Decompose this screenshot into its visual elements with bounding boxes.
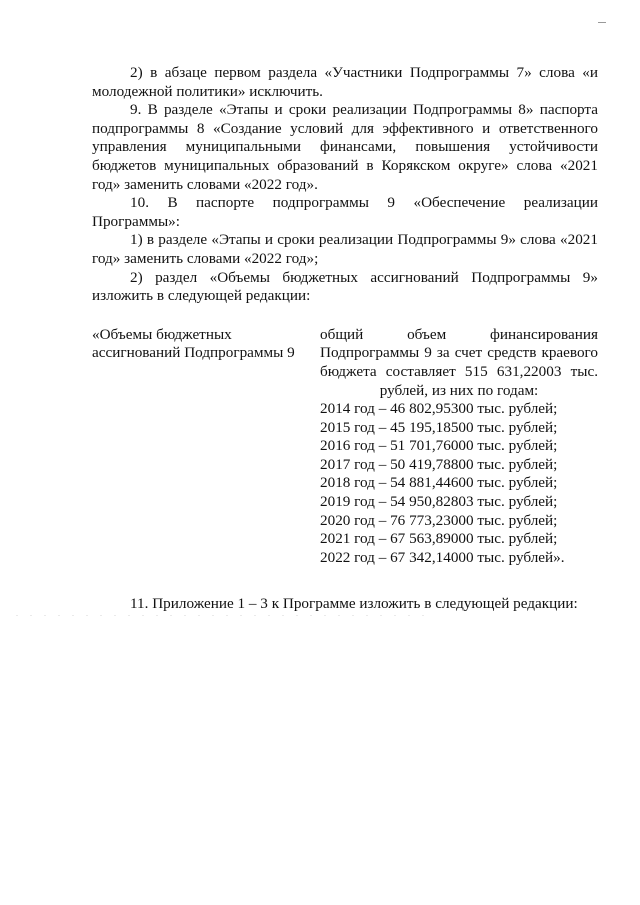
- year-financing-item: 2015 год – 45 195,18500 тыс. рублей;: [320, 418, 558, 436]
- year-financing-item: 2018 год – 54 881,44600 тыс. рублей;: [320, 474, 558, 492]
- year-financing-item: 2019 год – 54 950,82803 тыс. рублей;: [320, 493, 558, 511]
- year-financing-item: 2021 год – 67 563,89000 тыс. рублей;: [320, 530, 558, 548]
- scan-artifact-line: [10, 615, 430, 616]
- year-financing-item: 2020 год – 76 773,23000 тыс. рублей;: [320, 511, 558, 529]
- year-financing-item: 2014 год – 46 802,95300 тыс. рублей;: [320, 400, 558, 418]
- yearly-financing-list: [320, 400, 598, 567]
- financing-summary: общий объем финансирования Подпрограммы 9 за счет средств краевого бюджета составляет 515 631,22003 тыс. рублей, из них по годам:: [320, 325, 598, 399]
- year-financing-item: 2022 год – 67 342,14000 тыс. рублей».: [320, 548, 565, 566]
- scan-mark: [598, 22, 606, 23]
- paragraph-10-subprogram-9: 10. В паспорте подпрограммы 9 «Обеспечение реализации Программы»:: [92, 194, 598, 230]
- document-body: [92, 64, 598, 614]
- table-left-cell: «Объемы бюджетных ассигнований Подпрограммы 9: [92, 325, 295, 362]
- year-financing-item: 2016 год – 51 701,76000 тыс. рублей;: [320, 437, 558, 455]
- paragraph-10-item-2: 2) раздел «Объемы бюджетных ассигнований Подпрограммы 9» изложить в следующей редакции:: [92, 268, 598, 305]
- paragraph-item-2-youth-policy: 2) в абзаце первом раздела «Участники Подпрограммы 7» слова «и молодежной политики» исключить.: [92, 64, 598, 100]
- paragraph-11-appendices: 11. Приложение 1 – 3 к Программе изложить в следующей редакции:: [130, 595, 578, 613]
- budget-allocations-table: [92, 326, 598, 568]
- paragraph-10-item-1: 1) в разделе «Этапы и сроки реализации Подпрограммы 9» слова «2021 год» заменить словами «2022 год»;: [92, 231, 598, 267]
- table-right-cell: [320, 326, 598, 568]
- paragraph-9-subprogram-8: 9. В разделе «Этапы и сроки реализации Подпрограммы 8» паспорта подпрограммы 8 «Создание условий для эффективного и ответственного управления муниципальными финансами, повышения устойчивости бюджетов муниципальных образований в Корякском округе» слова «2021 год» заменить словами «2022 год».: [92, 101, 598, 193]
- year-financing-item: 2017 год – 50 419,78800 тыс. рублей;: [320, 455, 558, 473]
